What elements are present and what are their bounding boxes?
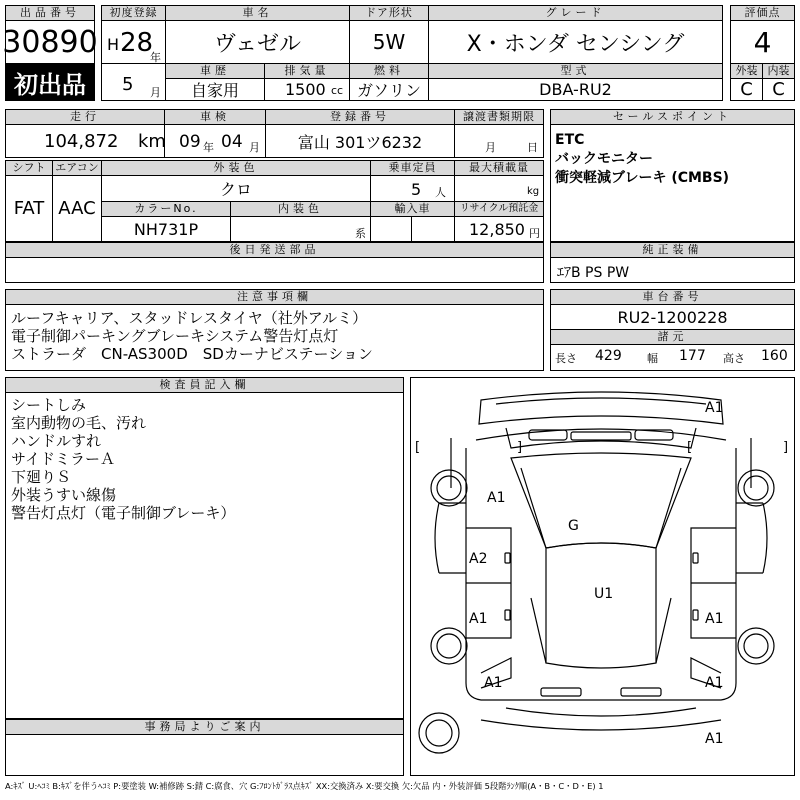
max-load-unit: kg xyxy=(527,186,540,197)
first-listing-badge: 初出品 xyxy=(5,63,95,101)
color-no-label: カラーNo. xyxy=(101,201,231,217)
doc-deadline-label: 譲渡書類期限 xyxy=(454,109,544,125)
sales-points xyxy=(555,131,729,188)
lot-number: 30890 xyxy=(5,20,95,64)
doc-deadline-cell xyxy=(454,124,544,158)
chassis-label: 車台番号 xyxy=(550,289,795,305)
import-cell-b xyxy=(411,216,455,242)
exterior-score: C xyxy=(730,78,763,101)
inspection-month-unit: 月 xyxy=(249,141,260,154)
damage-mark: A1 xyxy=(484,675,503,691)
note-line: ルーフキャリア、スタッドレスタイヤ（社外アルミ） xyxy=(11,309,368,327)
year-unit: 年 xyxy=(150,51,161,64)
damage-mark: A1 xyxy=(469,611,488,627)
reg-month-cell xyxy=(101,63,166,101)
inspector-label: 検査員記入欄 xyxy=(5,377,404,393)
inspector-line: 室内動物の毛、汚れ xyxy=(11,414,147,432)
inspector-line: サイドミラーＡ xyxy=(11,450,115,468)
mileage: 104,872 xyxy=(44,131,119,152)
dims-cell xyxy=(550,344,795,371)
damage-mark: G xyxy=(568,518,579,534)
car-diagram xyxy=(410,377,795,776)
grade: X・ホンダ センシング xyxy=(428,20,723,64)
color: クロ xyxy=(101,175,371,202)
interior-score: C xyxy=(762,78,795,101)
fuel-label: 燃料 xyxy=(349,63,429,79)
width: 177 xyxy=(679,348,706,364)
bracket: ] xyxy=(783,440,789,455)
recycle-cell xyxy=(454,216,544,242)
length-label: 長さ xyxy=(555,352,577,365)
grade-label: グレード xyxy=(428,5,723,21)
score: 4 xyxy=(730,20,795,64)
bracket: [ xyxy=(415,440,421,455)
doc-month: 月 xyxy=(485,141,496,154)
car-outline-icon xyxy=(411,378,794,775)
inspection-cell xyxy=(164,124,266,158)
ac-label: エアコン xyxy=(52,160,102,176)
history-label: 車歴 xyxy=(165,63,265,79)
inspector-line: 下廻りＳ xyxy=(11,468,72,486)
mileage-unit: km xyxy=(138,131,166,152)
damage-mark: A2 xyxy=(469,551,488,567)
reg-year-cell xyxy=(101,20,166,64)
month-unit: 月 xyxy=(150,86,161,99)
bracket: ] xyxy=(517,440,523,455)
interior-label: 内装 xyxy=(762,63,795,79)
recycle-unit: 円 xyxy=(529,227,540,240)
damage-mark: A1 xyxy=(705,731,724,747)
inspector-line: シートしみ xyxy=(11,396,87,414)
model: DBA-RU2 xyxy=(428,78,723,101)
shift: FAT xyxy=(5,175,53,242)
inspector-line: ハンドルすれ xyxy=(11,432,102,450)
office-label: 事務局よりご案内 xyxy=(5,719,404,735)
sales-point: 衝突軽減ブレーキ (CMBS) xyxy=(555,170,730,186)
capacity: 5 xyxy=(411,180,422,199)
sales-point: ETC xyxy=(555,132,585,148)
model-label: 型式 xyxy=(428,63,723,79)
capacity-unit: 人 xyxy=(435,186,446,199)
damage-mark: U1 xyxy=(594,586,614,602)
equipment-label: 純正装備 xyxy=(550,242,795,258)
bracket: [ xyxy=(687,440,693,455)
lot-label: 出品番号 xyxy=(5,5,95,21)
recycle-label: リサイクル預託金 xyxy=(454,201,544,217)
plate: 富山 301ツ6232 xyxy=(265,124,455,158)
inspector-line: 外装うすい線傷 xyxy=(11,486,117,504)
fuel: ガソリン xyxy=(349,78,429,101)
door-label: ドア形状 xyxy=(349,5,429,21)
inspection-year-unit: 年 xyxy=(203,141,214,154)
reg-label: 初度登録 xyxy=(101,5,166,21)
inspector-line: 警告灯点灯（電子制御ブレーキ） xyxy=(11,504,236,522)
mileage-cell xyxy=(5,124,165,158)
max-load-label: 最大積載量 xyxy=(454,160,544,176)
damage-mark: A1 xyxy=(705,400,724,416)
door-type: 5W xyxy=(349,20,429,64)
inspection-year: 09 xyxy=(179,132,201,152)
sales-point: バックモニター xyxy=(555,151,653,167)
displacement: 1500 xyxy=(285,80,326,99)
notes-box xyxy=(5,304,544,371)
interior-color-label: 内装色 xyxy=(230,201,371,217)
displacement-cell xyxy=(264,78,350,101)
color-no: NH731P xyxy=(101,216,231,242)
equipment: ｴｱB PS PW xyxy=(550,257,795,283)
notes-label: 注意事項欄 xyxy=(5,289,544,305)
doc-day: 日 xyxy=(527,141,538,154)
inspector-box xyxy=(5,392,404,719)
sales-label: セールスポイント xyxy=(550,109,795,125)
displacement-unit: cc xyxy=(331,84,344,97)
max-load-cell xyxy=(454,175,544,202)
plate-label: 登録番号 xyxy=(265,109,455,125)
parts-label: 後日発送部品 xyxy=(5,242,544,258)
recycle: 12,850 xyxy=(469,220,525,239)
import-label: 輸入車 xyxy=(370,201,455,217)
capacity-cell xyxy=(370,175,455,202)
import-cell-a xyxy=(370,216,412,242)
car-name-label: 車名 xyxy=(165,5,350,21)
displacement-label: 排気量 xyxy=(264,63,350,79)
length: 429 xyxy=(595,348,622,364)
chassis-number: RU2-1200228 xyxy=(550,304,795,330)
dims-label: 諸元 xyxy=(550,329,795,345)
damage-mark: A1 xyxy=(705,675,724,691)
shift-label: シフト xyxy=(5,160,53,176)
damage-mark: A1 xyxy=(487,490,506,506)
interior-color-unit: 系 xyxy=(355,227,366,240)
score-label: 評価点 xyxy=(730,5,795,21)
width-label: 幅 xyxy=(647,352,658,365)
reg-month: 5 xyxy=(122,74,134,95)
interior-color-cell xyxy=(230,216,371,242)
note-line: ストラーダ CN-AS300D SDカーナビステーション xyxy=(11,345,373,363)
inspection-month: 04 xyxy=(221,132,243,152)
mileage-label: 走行 xyxy=(5,109,165,125)
legend: A:ｷｽﾞ U:ﾍｺﾐ B:ｷｽﾞを伴うﾍｺﾐ P:要塗装 W:補修跡 S:錆 C:腐食、穴 G:ﾌﾛﾝﾄｶﾞﾗｽ点ｷｽﾞ XX:交換済み X:要交換 欠:欠品 内・外装評価 5段階ﾗﾝｸ順(A・B・C・D・E) 1 xyxy=(5,781,604,791)
height: 160 xyxy=(761,348,788,364)
history: 自家用 xyxy=(165,78,265,101)
note-line: 電子制御パーキングブレーキシステム警告灯点灯 xyxy=(11,327,339,345)
car-name: ヴェゼル xyxy=(165,20,350,64)
parts-value xyxy=(5,257,544,283)
height-label: 高さ xyxy=(723,352,745,365)
exterior-label: 外装 xyxy=(730,63,763,79)
damage-mark: A1 xyxy=(705,611,724,627)
era: H xyxy=(107,35,120,54)
ac: AAC xyxy=(52,175,102,242)
reg-year: 28 xyxy=(120,28,154,58)
sales-box xyxy=(550,124,795,242)
color-label: 外装色 xyxy=(101,160,371,176)
capacity-label: 乗車定員 xyxy=(370,160,455,176)
office-box xyxy=(5,734,404,776)
inspection-label: 車検 xyxy=(164,109,266,125)
